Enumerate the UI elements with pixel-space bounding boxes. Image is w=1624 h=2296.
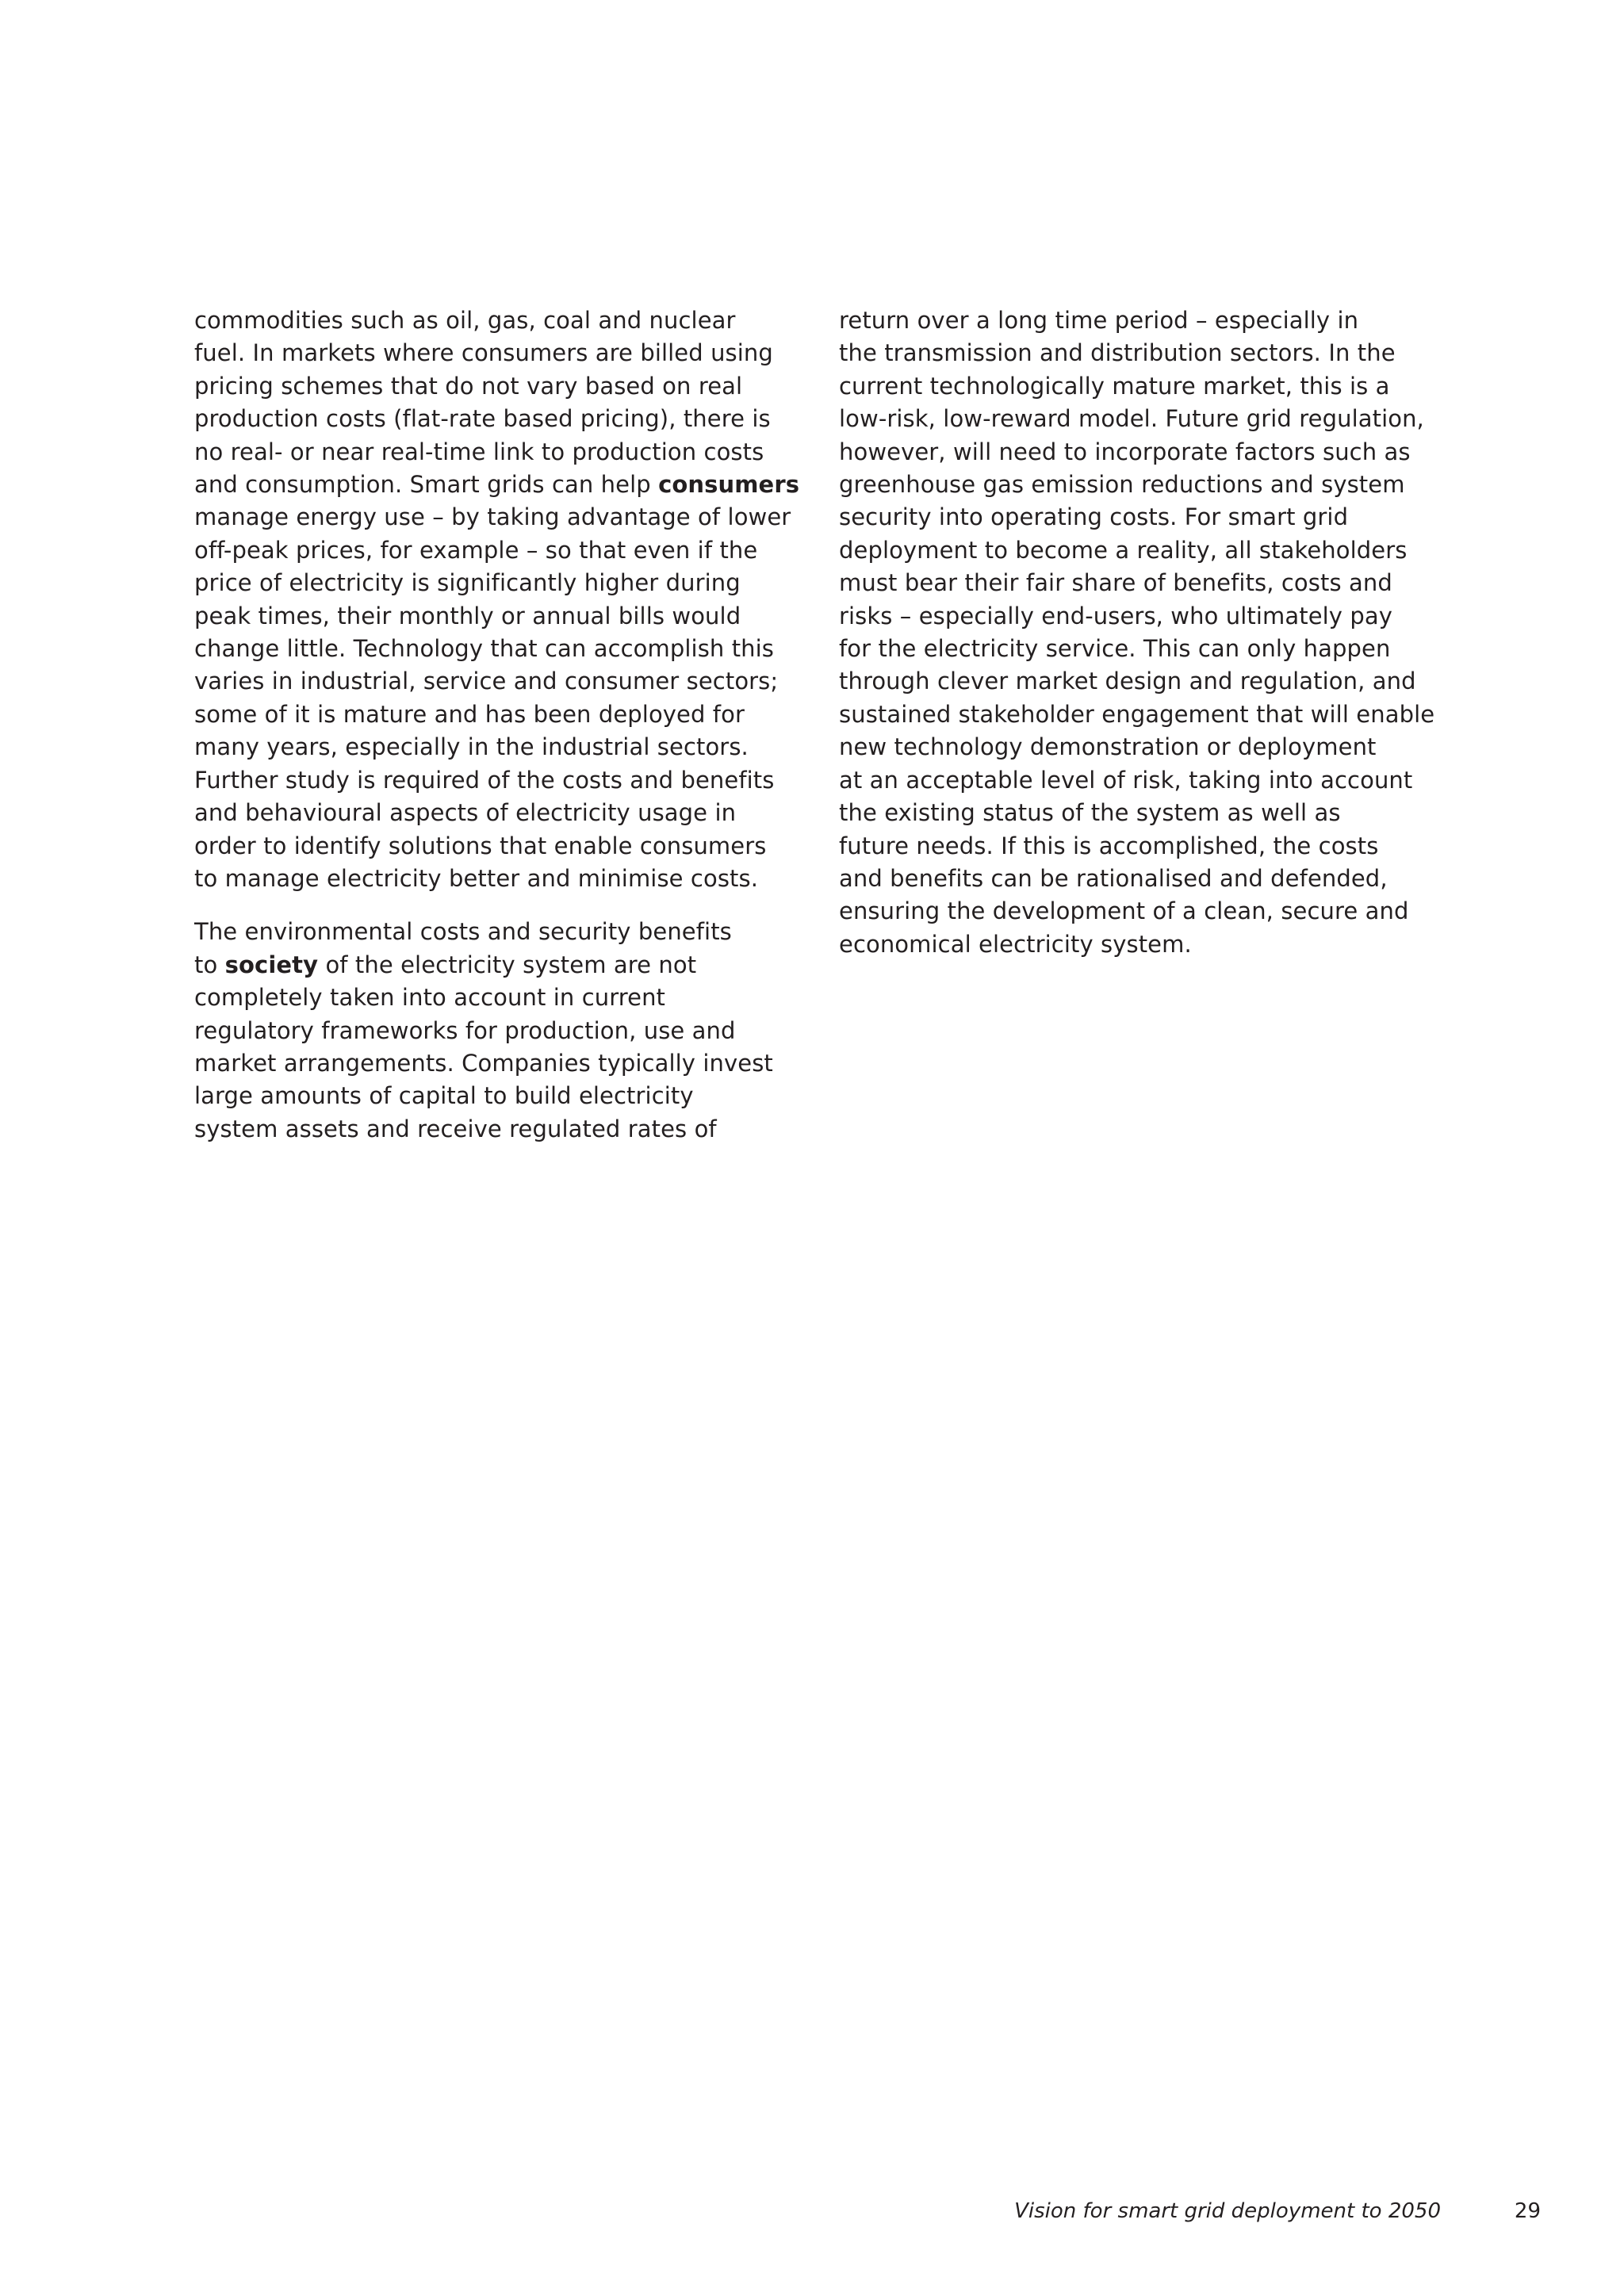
text-line-with-bold — [194, 949, 805, 982]
text-line: change little. Technology that can accomplish this — [194, 635, 775, 663]
text-line: and behavioural aspects of electricity usage in — [194, 799, 737, 827]
text-line: ensuring the development of a clean, secure and — [839, 897, 1409, 925]
text-line: market arrangements. Companies typically invest — [194, 1049, 773, 1077]
text-fragment: to — [194, 951, 218, 978]
left-paragraph-2 — [194, 916, 805, 1146]
text-line: at an acceptable level of risk, taking into account — [839, 766, 1413, 794]
text-line: production costs (flat-rate based pricing), there is — [194, 405, 771, 433]
text-line: greenhouse gas emission reductions and system — [839, 471, 1405, 499]
text-line: deployment to become a reality, all stakeholders — [839, 536, 1408, 564]
text-line-with-bold — [194, 469, 805, 501]
text-line: must bear their fair share of benefits, costs and — [839, 569, 1392, 597]
text-line: many years, especially in the industrial sectors. — [194, 733, 749, 761]
text-line: completely taken into account in current — [194, 984, 666, 1012]
text-line: to manage electricity better and minimise costs. — [194, 864, 759, 892]
text-line: pricing schemes that do not vary based on real — [194, 372, 743, 400]
text-line: current technologically mature market, this is a — [839, 372, 1390, 400]
text-line: price of electricity is significantly higher during — [194, 569, 741, 597]
text-line: low-risk, low-reward model. Future grid regulation, — [839, 405, 1424, 433]
text-line: The environmental costs and security benefits — [194, 918, 732, 946]
text-line: for the electricity service. This can only happen — [839, 635, 1391, 663]
text-line: however, will need to incorporate factors such as — [839, 438, 1411, 465]
text-line: new technology demonstration or deployment — [839, 733, 1377, 761]
text-line: return over a long time period – especially in — [839, 307, 1359, 334]
bold-term-consumers: consumers — [658, 471, 800, 499]
text-line: manage energy use – by taking advantage of lower — [194, 503, 791, 531]
text-line: peak times, their monthly or annual bills would — [194, 602, 741, 629]
text-line: sustained stakeholder engagement that will enable — [839, 700, 1435, 728]
text-line: through clever market design and regulation, and — [839, 668, 1416, 695]
text-line: future needs. If this is accomplished, the costs — [839, 832, 1379, 859]
text-line: regulatory frameworks for production, use and — [194, 1016, 736, 1044]
text-fragment: and consumption. Smart grids can help — [194, 471, 651, 499]
page-number: 29 — [1514, 2199, 1541, 2223]
text-line: varies in industrial, service and consumer sectors; — [194, 668, 779, 695]
text-line: Further study is required of the costs and benefits — [194, 766, 775, 794]
text-line: and benefits can be rationalised and defended, — [839, 864, 1388, 892]
text-line: economical electricity system. — [839, 930, 1192, 958]
text-line: some of it is mature and has been deployed for — [194, 700, 745, 728]
bold-term-society: society — [224, 951, 319, 978]
text-line: off-peak prices, for example – so that even if the — [194, 536, 758, 564]
text-line: fuel. In markets where consumers are billed using — [194, 339, 773, 367]
text-line: order to identify solutions that enable consumers — [194, 832, 767, 859]
text-line: system assets and receive regulated rates of — [194, 1115, 717, 1142]
text-fragment: of the electricity system are not — [325, 951, 697, 978]
text-line: the existing status of the system as well as — [839, 799, 1341, 827]
text-line: security into operating costs. For smart grid — [839, 503, 1349, 531]
text-line: risks – especially end-users, who ultimately pay — [839, 602, 1393, 629]
text-line: commodities such as oil, gas, coal and nuclear — [194, 307, 736, 334]
right-column — [839, 304, 1450, 982]
left-column — [194, 304, 805, 1166]
text-line: large amounts of capital to build electricity — [194, 1082, 694, 1110]
text-line: the transmission and distribution sectors. In the — [839, 339, 1396, 367]
text-line: no real- or near real-time link to production costs — [194, 438, 764, 465]
left-paragraph-1 — [194, 304, 805, 895]
footer-document-title: Vision for smart grid deployment to 2050 — [1014, 2199, 1441, 2223]
right-paragraph — [839, 304, 1450, 961]
